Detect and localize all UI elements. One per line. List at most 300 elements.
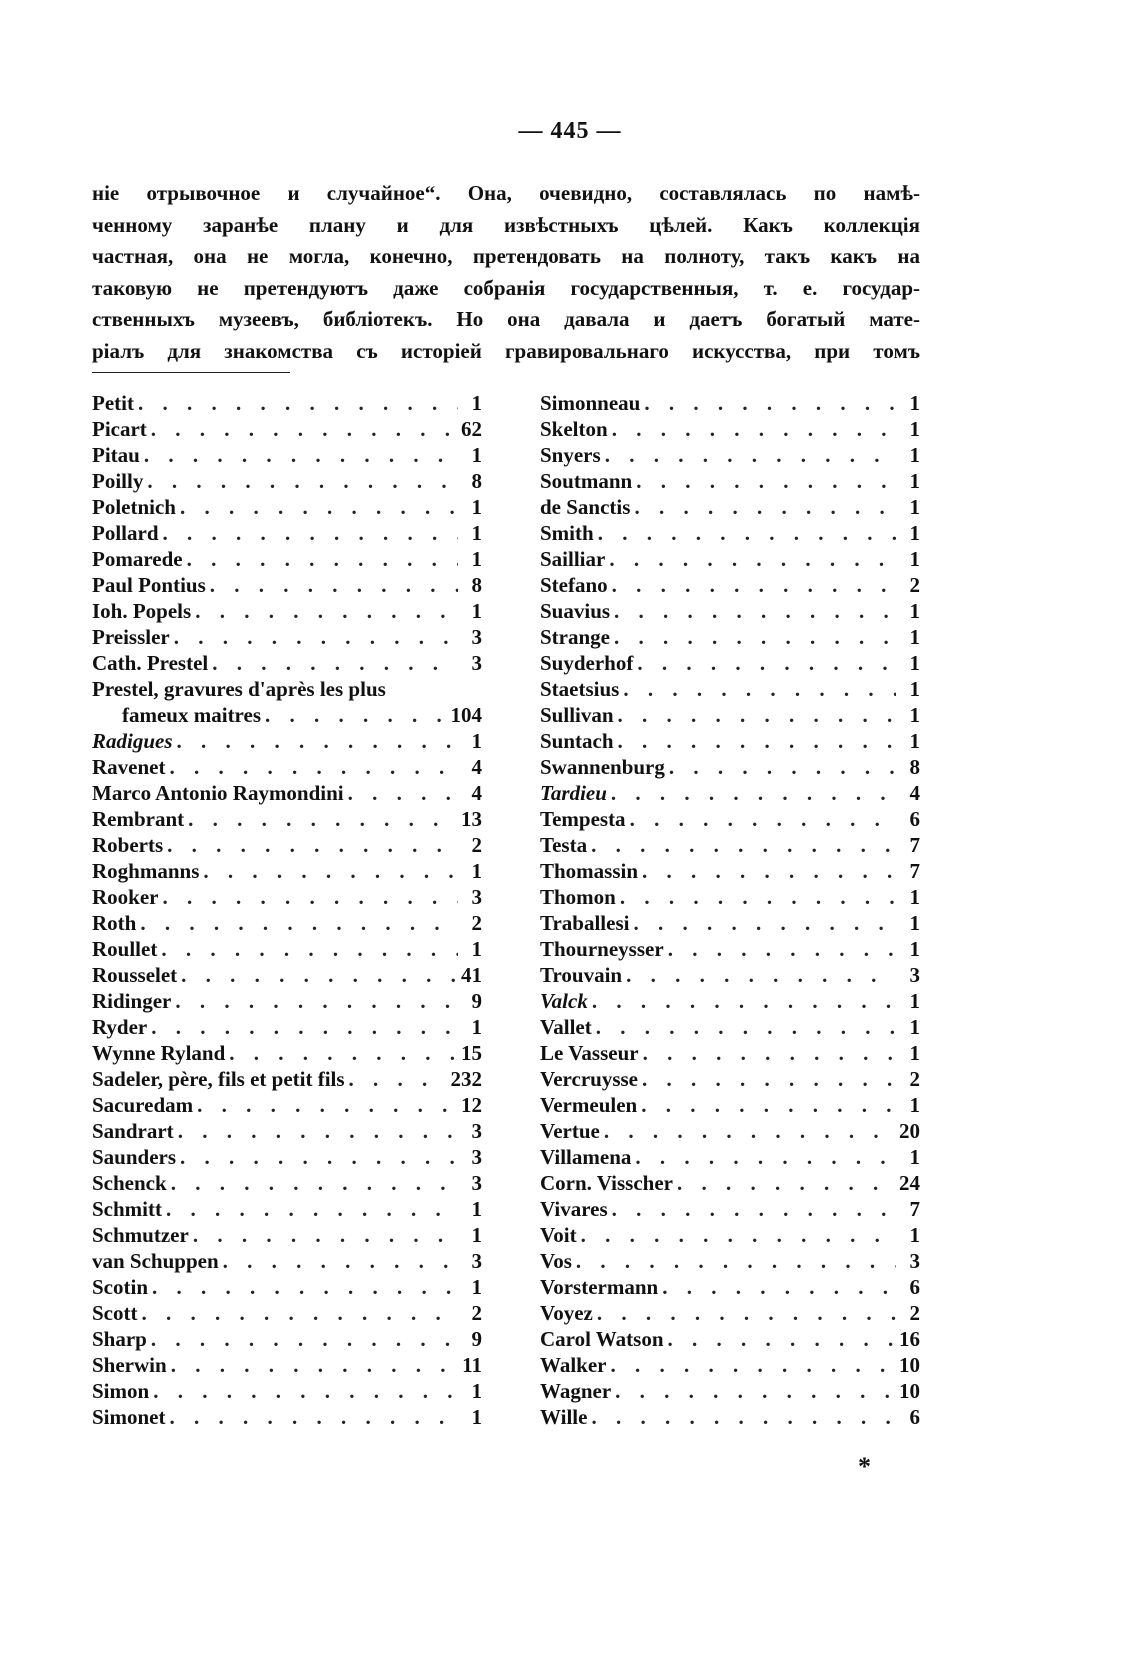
index-entry	[540, 572, 920, 598]
artist-name: Soutmann	[540, 469, 633, 493]
leader-dots	[212, 650, 458, 676]
index-right-column	[540, 390, 920, 1430]
index-entry	[540, 1378, 920, 1404]
artist-name: Thourneysser	[540, 937, 664, 961]
work-count: 1	[471, 391, 482, 415]
work-count: 7	[909, 833, 920, 857]
artist-name: Le Vasseur	[540, 1041, 639, 1065]
leader-dots	[203, 858, 458, 884]
artist-name: Trouvain	[540, 963, 623, 987]
index-entry	[92, 806, 482, 832]
leader-dots	[609, 546, 896, 572]
index-entry	[540, 884, 920, 910]
work-count: 1	[909, 1223, 920, 1247]
work-count: 3	[471, 885, 482, 909]
work-count: 62	[461, 417, 482, 441]
artist-name: Schmutzer	[92, 1223, 189, 1247]
index-entry	[92, 624, 482, 650]
artist-name: Cath. Prestel	[92, 651, 209, 675]
leader-dots	[636, 468, 896, 494]
leader-dots	[153, 1378, 458, 1404]
index-entry	[92, 546, 482, 572]
index-entry	[92, 1066, 482, 1092]
index-entry	[540, 650, 920, 676]
index-entry	[540, 494, 920, 520]
artist-name: Ridinger	[92, 989, 172, 1013]
work-count: 3	[471, 1249, 482, 1273]
artist-name: Vallet	[540, 1015, 592, 1039]
artist-name: Sacuredam	[92, 1093, 194, 1117]
page-number: — 445 —	[518, 118, 622, 144]
leader-dots	[581, 1222, 896, 1248]
artist-name: Villamena	[540, 1145, 632, 1169]
artist-name: Traballesi	[540, 911, 630, 935]
index-entry	[92, 390, 482, 416]
artist-name: Scott	[92, 1301, 138, 1325]
index-entry	[540, 1014, 920, 1040]
leader-dots	[618, 728, 896, 754]
index-entry	[92, 1300, 482, 1326]
artist-name: Vorstermann	[540, 1275, 659, 1299]
work-count: 1	[471, 729, 482, 753]
work-count: 1	[909, 911, 920, 935]
leader-dots	[637, 650, 896, 676]
index-entry	[92, 1118, 482, 1144]
index-entry	[92, 442, 482, 468]
work-count: 4	[471, 755, 482, 779]
artist-name: Roghmanns	[92, 859, 200, 883]
artist-name: Carol Watson	[540, 1327, 664, 1351]
leader-dots	[591, 832, 896, 858]
body-paragraph	[92, 178, 920, 367]
work-count: 3	[471, 1145, 482, 1169]
leader-dots	[612, 416, 896, 442]
artist-name: Ravenet	[92, 755, 166, 779]
index-entry	[540, 832, 920, 858]
work-count: 2	[909, 1301, 920, 1325]
artist-name: Stefano	[540, 573, 608, 597]
artist-name: Skelton	[540, 417, 608, 441]
leader-dots	[611, 780, 896, 806]
artist-name: Walker	[540, 1353, 607, 1377]
index-entry	[540, 1274, 920, 1300]
leader-dots	[576, 1248, 896, 1274]
work-count: 8	[471, 573, 482, 597]
leader-dots	[349, 1066, 447, 1092]
artist-name: Petit	[92, 391, 134, 415]
index-entry	[92, 520, 482, 546]
work-count: 8	[471, 469, 482, 493]
index-entry	[92, 1404, 482, 1430]
work-count: 1	[909, 1041, 920, 1065]
artist-name: de Sanctis	[540, 495, 631, 519]
leader-dots	[614, 624, 896, 650]
index-entry	[92, 910, 482, 936]
index-entry	[540, 1066, 920, 1092]
work-count: 8	[909, 755, 920, 779]
index-entry	[540, 390, 920, 416]
leader-dots	[169, 754, 458, 780]
artist-name: Rooker	[92, 885, 159, 909]
index-entry	[92, 1248, 482, 1274]
work-count: 6	[909, 807, 920, 831]
index-entry	[92, 1326, 482, 1352]
leader-dots	[668, 936, 896, 962]
artist-name: Preissler	[92, 625, 170, 649]
index-entry	[92, 1378, 482, 1404]
leader-dots	[615, 1378, 895, 1404]
footnote-asterisk: *	[858, 1452, 871, 1481]
section-divider	[92, 372, 290, 373]
index-entry	[92, 780, 482, 806]
artist-name: Tardieu	[540, 781, 607, 805]
leader-dots	[163, 520, 459, 546]
leader-dots	[180, 494, 458, 520]
work-count: 1	[471, 599, 482, 623]
index-entry	[92, 1040, 482, 1066]
leader-dots	[161, 936, 458, 962]
work-count: 1	[909, 937, 920, 961]
index-entry	[540, 780, 920, 806]
work-count: 1	[909, 625, 920, 649]
index-entry	[540, 546, 920, 572]
leader-dots	[633, 910, 896, 936]
index-entry	[540, 598, 920, 624]
work-count: 24	[899, 1171, 920, 1195]
artist-name: Roberts	[92, 833, 164, 857]
leader-dots	[144, 442, 458, 468]
index-entry	[540, 754, 920, 780]
index-entry	[540, 1144, 920, 1170]
artist-name: Rousselet	[92, 963, 178, 987]
leader-dots	[175, 988, 458, 1014]
index-entry	[92, 702, 482, 728]
artist-name: Voit	[540, 1223, 577, 1247]
work-count: 2	[471, 833, 482, 857]
work-count: 1	[471, 547, 482, 571]
work-count: 12	[461, 1093, 482, 1117]
index-entry	[540, 1352, 920, 1378]
index-entry	[540, 468, 920, 494]
work-count: 3	[471, 1119, 482, 1143]
index-entry	[92, 1222, 482, 1248]
work-count: 1	[909, 885, 920, 909]
leader-dots	[151, 1326, 458, 1352]
work-count: 1	[471, 1379, 482, 1403]
leader-dots	[195, 598, 458, 624]
leader-dots	[147, 468, 458, 494]
work-count: 1	[471, 1015, 482, 1039]
index-entry	[540, 962, 920, 988]
artist-name: Voyez	[540, 1301, 593, 1325]
artist-name: Scotin	[92, 1275, 149, 1299]
leader-dots	[142, 1300, 459, 1326]
leader-dots	[611, 1352, 896, 1378]
work-count: 1	[471, 1197, 482, 1221]
work-count: 3	[471, 1171, 482, 1195]
work-count: 1	[471, 937, 482, 961]
artist-name: Saunders	[92, 1145, 177, 1169]
leader-dots	[612, 1196, 896, 1222]
artist-name: Tempesta	[540, 807, 626, 831]
artist-name: Paul Pontius	[92, 573, 206, 597]
leader-dots	[171, 1170, 458, 1196]
index-entry	[92, 494, 482, 520]
index-entry	[92, 650, 482, 676]
leader-dots	[152, 1274, 458, 1300]
leader-dots	[178, 1118, 458, 1144]
leader-dots	[634, 494, 896, 520]
artist-name: Sullivan	[540, 703, 614, 727]
work-count: 1	[909, 443, 920, 467]
leader-dots	[643, 1040, 896, 1066]
index-entry	[540, 988, 920, 1014]
work-count: 1	[471, 443, 482, 467]
work-count: 7	[909, 859, 920, 883]
paragraph-line: ченному заранѣе плану и для извѣстныхъ цѣлей. Какъ коллекція	[92, 212, 920, 237]
leader-dots	[630, 806, 896, 832]
index-entry	[540, 1300, 920, 1326]
index-entry	[540, 702, 920, 728]
artist-name: Simonneau	[540, 391, 641, 415]
work-count: 1	[471, 859, 482, 883]
index-entry	[540, 728, 920, 754]
index-entry	[540, 442, 920, 468]
leader-dots	[623, 676, 896, 702]
work-count: 10	[899, 1379, 920, 1403]
index-entry	[92, 832, 482, 858]
leader-dots	[223, 1248, 458, 1274]
artist-name: Rembrant	[92, 807, 185, 831]
index-entry	[92, 858, 482, 884]
index-entry	[540, 806, 920, 832]
work-count: 4	[471, 781, 482, 805]
leader-dots	[265, 702, 447, 728]
work-count: 41	[461, 963, 482, 987]
work-count: 3	[471, 625, 482, 649]
leader-dots	[668, 1326, 896, 1352]
index-entry	[540, 416, 920, 442]
artist-name: Pomarede	[92, 547, 183, 571]
leader-dots	[170, 1404, 459, 1430]
leader-dots	[642, 858, 896, 884]
work-count: 1	[909, 599, 920, 623]
artist-name: Ryder	[92, 1015, 148, 1039]
work-count: 1	[909, 729, 920, 753]
artist-name: Picart	[92, 417, 147, 441]
artist-name: Valck	[540, 989, 588, 1013]
work-count: 15	[461, 1041, 482, 1065]
leader-dots	[618, 702, 896, 728]
leader-dots	[187, 546, 458, 572]
artist-name: Wynne Ryland	[92, 1041, 226, 1065]
paragraph-line: частная, она не могла, конечно, претендовать на полноту, такъ какъ на	[92, 244, 920, 268]
index-entry	[92, 988, 482, 1014]
leader-dots	[635, 1144, 896, 1170]
index-entry	[540, 1326, 920, 1352]
artist-name: Thomassin	[540, 859, 639, 883]
work-count: 2	[471, 911, 482, 935]
leader-dots	[598, 520, 896, 546]
index-entry	[92, 1092, 482, 1118]
artist-name: Sherwin	[92, 1353, 167, 1377]
leader-dots	[171, 1352, 458, 1378]
index-entry	[540, 1118, 920, 1144]
artist-name: Prestel, gravures d'après les plus	[92, 677, 386, 701]
index-entry	[540, 936, 920, 962]
leader-dots	[644, 390, 896, 416]
artist-name: Simon	[92, 1379, 150, 1403]
work-count: 2	[471, 1301, 482, 1325]
artist-name: Wagner	[540, 1379, 612, 1403]
artist-name: Poletnich	[92, 495, 176, 519]
paragraph-line: ріалъ для знакомства съ исторіей гравировальнаго искусства, при томъ	[92, 338, 920, 363]
index-entry	[540, 1092, 920, 1118]
artist-name: Staetsius	[540, 677, 620, 701]
work-count: 1	[471, 1275, 482, 1299]
leader-dots	[193, 1222, 458, 1248]
work-count: 3	[909, 1249, 920, 1273]
artist-name: Smith	[540, 521, 594, 545]
index-entry	[92, 754, 482, 780]
index-entry	[92, 1274, 482, 1300]
leader-dots	[229, 1040, 457, 1066]
artist-name: fameux maitres	[122, 703, 261, 727]
artist-name: Corn. Visscher	[540, 1171, 673, 1195]
index-entry	[92, 884, 482, 910]
leader-dots	[163, 884, 459, 910]
leader-dots	[612, 572, 896, 598]
index-entry	[92, 1196, 482, 1222]
leader-dots	[620, 884, 896, 910]
leader-dots	[197, 1092, 457, 1118]
work-count: 1	[909, 1145, 920, 1169]
work-count: 1	[909, 547, 920, 571]
work-count: 13	[461, 807, 482, 831]
index-entry	[92, 1144, 482, 1170]
work-count: 10	[899, 1353, 920, 1377]
artist-name: Swannenburg	[540, 755, 665, 779]
work-count: 1	[909, 703, 920, 727]
artist-name: Testa	[540, 833, 588, 857]
index-entry	[92, 1170, 482, 1196]
work-count: 1	[909, 989, 920, 1013]
artist-name: Pollard	[92, 521, 159, 545]
artist-name: Vertue	[540, 1119, 600, 1143]
leader-dots	[592, 988, 896, 1014]
index-entry	[92, 572, 482, 598]
index-entry	[540, 676, 920, 702]
artist-name: Thomon	[540, 885, 616, 909]
artist-name: Roth	[92, 911, 137, 935]
work-count: 1	[909, 495, 920, 519]
artist-name: Radigues	[92, 729, 173, 753]
work-count: 4	[909, 781, 920, 805]
leader-dots	[174, 624, 458, 650]
artist-name: Sailliar	[540, 547, 606, 571]
work-count: 6	[909, 1405, 920, 1429]
leader-dots	[605, 442, 896, 468]
work-count: 9	[471, 1327, 482, 1351]
work-count: 1	[909, 651, 920, 675]
work-count: 3	[471, 651, 482, 675]
artist-name: Sadeler, père, fils et petit fils	[92, 1067, 345, 1091]
index-entry	[92, 416, 482, 442]
index-entry	[92, 1352, 482, 1378]
artist-name: Suyderhof	[540, 651, 634, 675]
artist-name: Schenck	[92, 1171, 167, 1195]
leader-dots	[596, 1014, 896, 1040]
index-entry	[92, 468, 482, 494]
leader-dots	[210, 572, 458, 598]
leader-dots	[641, 1092, 896, 1118]
leader-dots	[167, 832, 458, 858]
work-count: 1	[909, 391, 920, 415]
index-entry	[92, 962, 482, 988]
work-count: 1	[471, 495, 482, 519]
artist-name: Wille	[540, 1405, 588, 1429]
index-left-column	[92, 390, 482, 1430]
index-entry	[92, 1014, 482, 1040]
artist-name: Sharp	[92, 1327, 147, 1351]
index-entry	[540, 1222, 920, 1248]
artist-name: Sandrart	[92, 1119, 174, 1143]
leader-dots	[597, 1300, 896, 1326]
work-count: 3	[909, 963, 920, 987]
index-entry	[540, 1170, 920, 1196]
leader-dots	[180, 1144, 458, 1170]
work-count: 9	[471, 989, 482, 1013]
work-count: 11	[462, 1353, 482, 1377]
artist-name: Schmitt	[92, 1197, 162, 1221]
work-count: 2	[909, 573, 920, 597]
work-count: 104	[450, 703, 482, 727]
work-count: 1	[471, 1405, 482, 1429]
index-entry	[540, 1040, 920, 1066]
work-count: 1	[909, 1015, 920, 1039]
artist-name: Strange	[540, 625, 610, 649]
work-count: 7	[909, 1197, 920, 1221]
leader-dots	[166, 1196, 458, 1222]
leader-dots	[177, 728, 458, 754]
artist-name: Marco Antonio Raymondini	[92, 781, 344, 805]
index-entry	[540, 1248, 920, 1274]
work-count: 1	[909, 469, 920, 493]
work-count: 1	[909, 1093, 920, 1117]
leader-dots	[138, 390, 458, 416]
artist-name: Vivares	[540, 1197, 608, 1221]
work-count: 1	[471, 521, 482, 545]
artist-name: van Schuppen	[92, 1249, 219, 1273]
index-entry	[92, 936, 482, 962]
leader-dots	[642, 1066, 896, 1092]
work-count: 1	[471, 1223, 482, 1247]
index-entry	[92, 598, 482, 624]
leader-dots	[662, 1274, 896, 1300]
artist-name: Vermeulen	[540, 1093, 638, 1117]
work-count: 1	[909, 417, 920, 441]
index-entry	[540, 1404, 920, 1430]
work-count: 2	[909, 1067, 920, 1091]
artist-name: Vercruysse	[540, 1067, 638, 1091]
index-entry	[92, 728, 482, 754]
index-entry	[92, 676, 482, 702]
index-entry	[540, 624, 920, 650]
leader-dots	[151, 416, 457, 442]
leader-dots	[677, 1170, 895, 1196]
artist-name: Poilly	[92, 469, 144, 493]
paragraph-line: ніе отрывочное и случайное“. Она, очевидно, составлялась по намѣ-	[92, 181, 920, 205]
